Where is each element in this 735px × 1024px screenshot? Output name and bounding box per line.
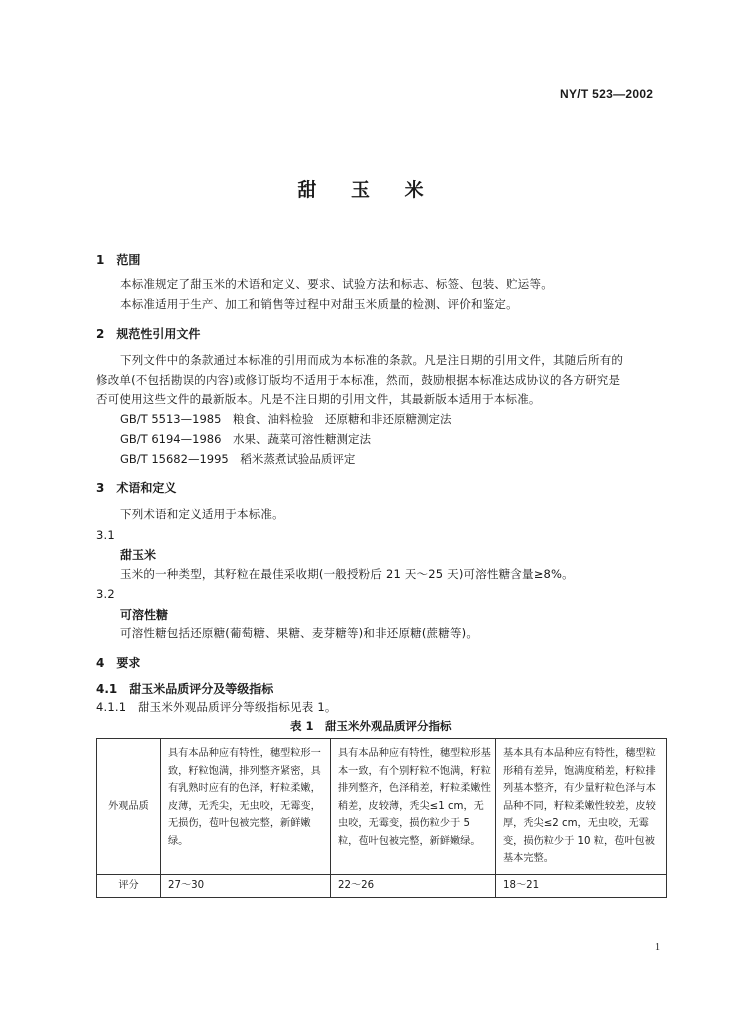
table-row [97, 739, 667, 875]
grade-description: 基本具有本品种应有特性，穗型粒形稍有差异，饱满度稍差，籽粒排列基本整齐，有少量籽粒色泽与本品种不同，籽粒柔嫩性较差，皮较厚，秃尖≤2 cm，无虫咬，无霉变，损伤粒少于 10 粒，苞叶包被基本完整。 [496, 739, 667, 875]
term-name: 可溶性糖 [120, 608, 169, 622]
reference-item [120, 451, 355, 467]
section-4-1-1-text: 4.1.1 甜玉米外观品质评分等级指标见表 1。 [96, 700, 337, 714]
section-4-1-heading: 4.1 甜玉米品质评分及等级指标 [96, 682, 274, 696]
reference-code: GB/T 5513—1985 [120, 412, 222, 426]
term-definition: 玉米的一种类型，其籽粒在最佳采收期(一般授粉后 21 天～25 天)可溶性糖含量≥8%。 [120, 567, 574, 581]
term-number: 3.1 [96, 528, 115, 542]
table-row [97, 874, 667, 897]
document-title: 甜 玉 米 [297, 179, 438, 201]
section-1-heading: 1 范围 [96, 253, 141, 267]
reference-code: GB/T 15682—1995 [120, 452, 229, 466]
scope-paragraph-2: 本标准适用于生产、加工和销售等过程中对甜玉米质量的检测、评价和鉴定。 [120, 297, 518, 311]
reference-code: GB/T 6194—1986 [120, 432, 222, 446]
grade-score: 22～26 [331, 874, 496, 897]
section-4-heading: 4 要求 [96, 656, 141, 670]
grade-score: 18～21 [496, 874, 667, 897]
grade-score: 27～30 [161, 874, 331, 897]
reference-item [120, 431, 371, 447]
reference-title: 稻米蒸煮试验品质评定 [240, 452, 356, 466]
refs-paragraph-line-2: 修改单(不包括勘误的内容)或修订版均不适用于本标准，然而，鼓励根据本标准达成协议的各方研究是 [96, 373, 621, 387]
page-number: 1 [655, 942, 660, 953]
refs-paragraph-line-3: 否可使用这些文件的最新版本。凡是不注日期的引用文件，其最新版本适用于本标准。 [96, 392, 541, 406]
grade-description: 具有本品种应有特性，穗型粒形基本一致，有个别籽粒不饱满，籽粒排列整齐，色泽稍差，籽粒柔嫩性稍差，皮较薄，秃尖≤1 cm，无虫咬，无霉变，损伤粒少于 5 粒，苞叶包被完整，新鲜嫩绿。 [331, 739, 496, 875]
term-number: 3.2 [96, 587, 115, 601]
reference-title: 水果、蔬菜可溶性糖测定法 [233, 432, 372, 446]
section-2-heading: 2 规范性引用文件 [96, 327, 201, 341]
term-definition: 可溶性糖包括还原糖(葡萄糖、果糖、麦芽糖等)和非还原糖(蔗糖等)。 [120, 626, 479, 640]
standard-code: NY/T 523—2002 [560, 87, 654, 101]
grade-description: 具有本品种应有特性，穗型粒形一致，籽粒饱满，排列整齐紧密，具有乳熟时应有的色泽，籽粒柔嫩，皮薄，无秃尖，无虫咬，无霉变，无损伤，苞叶包被完整，新鲜嫩绿。 [161, 739, 331, 875]
reference-title: 粮食、油料检验 还原糖和非还原糖测定法 [233, 412, 452, 426]
terms-intro: 下列术语和定义适用于本标准。 [120, 507, 284, 521]
section-3-heading: 3 术语和定义 [96, 481, 177, 495]
row-label-score: 评分 [97, 874, 161, 897]
row-label-appearance: 外观品质 [97, 739, 161, 875]
refs-paragraph-line-1: 下列文件中的条款通过本标准的引用而成为本标准的条款。凡是注日期的引用文件，其随后所有的 [120, 353, 624, 367]
scope-paragraph-1: 本标准规定了甜玉米的术语和定义、要求、试验方法和标志、标签、包装、贮运等。 [120, 277, 553, 291]
term-name: 甜玉米 [120, 548, 157, 562]
appearance-grade-table [96, 738, 667, 898]
table-caption: 表 1 甜玉米外观品质评分指标 [290, 719, 452, 733]
reference-item [120, 411, 452, 427]
